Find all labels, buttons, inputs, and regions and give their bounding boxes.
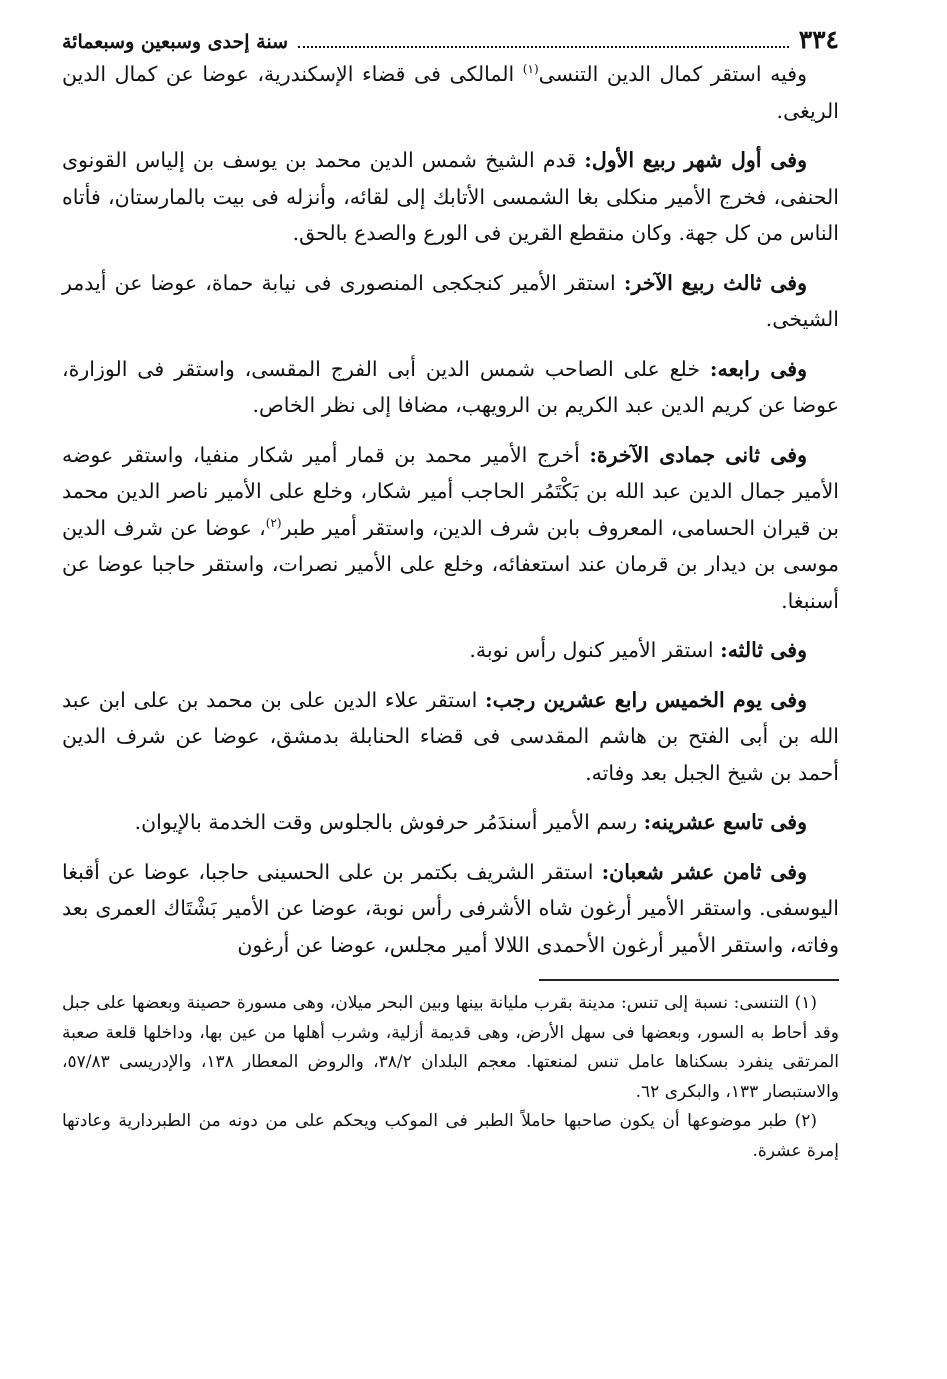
footnote-ref: (١) [522,62,539,77]
paragraph [62,56,839,129]
paragraph-text: استقر الشريف بكتمر بن على الحسينى حاجبا، عوضا عن أقبغا اليوسفى. واستقر الأمير أرغون شاه الأشرفى رأس نوبة، عوضا عن الأمير بَشْتَاك العمرى بعد وفاته، واستقر الأمير أرغون الأحمدى اللالا أمير مجلس، عوضا عن أرغون [62,859,839,957]
paragraph-lead: وفى رابعه: [709,356,807,381]
main-text [62,56,839,963]
page-number: ٣٣٤ [798,25,839,54]
paragraph-text: وفيه استقر كمال الدين التنسى [538,62,808,86]
paragraph-text: أخرج الأمير محمد بن قمار أمير شكار منفيا، واستقر عوضه الأمير جمال الدين عبد الله بن بَكْتَمُر الحاجب أمير شكار، وخلع على الأمير ناصر الدين محمد بن قيران الحسامى، المعروف بابن شرف الدين، واستقر أمير طبر [62,442,839,540]
paragraph [62,437,839,620]
paragraph-lead: وفى تاسع عشرينه: [643,810,807,834]
paragraph-text: استقر الأمير كنجكجى المنصورى فى نيابة حماة، عوضا عن أيدمر الشيخى. [62,270,839,331]
paragraph-text: استقر الأمير كنول رأس نوبة. [469,638,721,662]
paragraph [62,854,839,964]
paragraph-text: خلع على الصاحب شمس الدين أبى الفرج المقسى، واستقر فى الوزارة، عوضا عن كريم الدين عبد الكريم بن الرويهب، مضافا إلى نظر الخاص. [62,356,839,417]
paragraph-text: قدم الشيخ شمس الدين محمد بن يوسف بن إلياس القونوى الحنفى، فخرج الأمير منكلى بغا الشمسى الأتابك إلى لقائه، وأنزله فى بيت بالمارستان، فأتاه الناس من كل جهة. وكان منقطع القرين فى الورع والصدع بالحق. [62,148,839,245]
header-dots [298,34,789,48]
paragraph [62,682,839,792]
paragraph-lead: وفى ثالثه: [720,638,807,662]
paragraph-lead: وفى ثانى جمادى الآخرة: [589,442,807,467]
paragraph-lead: وفى ثامن عشر شعبان: [601,859,807,884]
paragraph-lead: وفى أول شهر ربيع الأول: [584,148,807,172]
paragraph-text-cont: ، عوضا عن شرف الدين موسى بن ديدار بن قرمان عند استعفائه، وخلع على الأمير نصرات، واستقر حاجبا عوضا عن أسنبغا. [62,515,839,613]
paragraph-text-cont: المالكى فى قضاء الإسكندرية، عوضا عن كمال الدين الريغى. [62,62,839,123]
paragraph [62,632,839,669]
paragraph [62,351,839,424]
page-header [62,26,839,56]
footnote: (١) التنسى: نسبة إلى تنس: مدينة بقرب مليانة بينها وبين البحر ميلان، وهى مسورة حصينة وبعضها على جبل وقد أحاط به السور، وبعضها فى سهل الأرض، وهى قديمة أزلية، وشرب أهلها من عين بها، وداخلها قلعة صعبة المرتقى ينفرد بسكناها عامل تنس لمنعتها. معجم البلدان ٣٨/٢، والروض المعطار ١٣٨، والإدريسى ٥٧/٨٣، والاستبصار ١٣٣، والبكرى ٦٢. [62,993,839,1102]
footnote-ref: (٢) [265,515,282,530]
footnote: (٢) طبر موضوعها أن يكون صاحبها حاملاً الطبر فى الموكب ويحكم على من دونه من الطبردارية وعادتها إمرة عشرة. [62,1111,839,1161]
paragraph-lead: وفى يوم الخميس رابع عشرين رجب: [485,687,807,712]
footnotes [62,989,839,1166]
paragraph [62,142,839,252]
running-title: سنة إحدى وسبعين وسبعمائة [62,31,288,53]
paragraph-lead: وفى ثالث ربيع الآخر: [623,270,807,295]
paragraph-text: استقر علاء الدين على بن محمد بن على ابن عبد الله بن أبى الفتح بن هاشم المقدسى فى قضاء الحنابلة بدمشق، عوضا عن شرف الدين أحمد بن شيخ الجبل بعد وفاته. [62,687,839,785]
footnote-separator [539,979,839,981]
paragraph-text: رسم الأمير أسندَمُر حرفوش بالجلوس وقت الخدمة بالإيوان. [134,810,644,834]
paragraph [62,804,839,841]
paragraph [62,265,839,338]
